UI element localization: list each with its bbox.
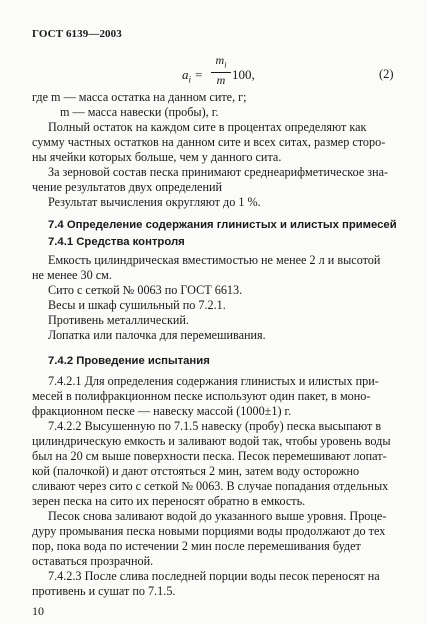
section-heading: 7.4 Определение содержания глинистых и илистых примесей [48, 219, 397, 231]
formula-fraction [211, 53, 231, 88]
text-line: Противень металлический. [48, 313, 189, 327]
text-line: сумму частных остатков на данном сите и всех ситах, размер сторо- [32, 135, 386, 149]
text-line: Песок снова заливают водой до указанного выше уровня. Проце- [48, 509, 387, 523]
text-line: m — масса навески (пробы), г. [60, 105, 219, 119]
text-line: был на 20 см выше поверхности песка. Песок перемешивают лопат- [32, 449, 387, 463]
text-line: ны ячейки которых больше, чем у данного сита. [32, 150, 282, 164]
text-line: зерен песка на сито их переносят обратно в емкость. [32, 494, 306, 508]
page-number: 10 [32, 604, 44, 618]
text-line: Результат вычисления округляют до 1 %. [48, 195, 261, 209]
text-line: не менее 30 см. [32, 268, 112, 282]
text-line: Сито с сеткой № 0063 по ГОСТ 6613. [48, 283, 243, 297]
text-line: Лопатка или палочка для перемешивания. [48, 328, 266, 342]
text-line: месей в полифракционном песке используют один пакет, в моно- [32, 389, 371, 403]
text-line: где m — масса остатка на данном сите, г; [32, 90, 247, 104]
text-line: кой (палочкой) и дают отстояться 2 мин, затем воду осторожно [32, 464, 360, 478]
text-line: 7.4.2.3 После слива последней порции воды песок переносят на [48, 569, 380, 583]
subsection-heading: 7.4.2 Проведение испытания [48, 355, 210, 367]
text-line: Полный остаток на каждом сите в процентах определяют как [48, 120, 367, 134]
text-line: За зерновой состав песка принимают среднеарифметическое зна- [48, 165, 389, 179]
text-line: цилиндрическую емкость и заливают водой так, чтобы уровень воды [32, 434, 391, 448]
text-line: чение результатов двух определений [32, 180, 223, 194]
text-line: фракционном песке — навеску массой (1000±1) г. [32, 404, 292, 418]
formula-lhs: $a_i$ = [182, 67, 204, 85]
formula-numerator: $m_i$ [211, 53, 231, 73]
text-line: оставаться прозрачной. [32, 554, 154, 568]
formula-multiplier: 100, [232, 67, 255, 82]
text-line: дуру промывания песка новыми порциями воды продолжают до тех [32, 524, 386, 538]
text-line: Весы и шкаф сушильный по 7.2.1. [48, 298, 226, 312]
equation-number: (2) [379, 67, 394, 81]
document-header: ГОСТ 6139—2003 [32, 28, 122, 40]
subsection-heading: 7.4.1 Средства контроля [48, 236, 185, 248]
text-line: сливают через сито с сеткой № 0063. В случае попадания отдельных [32, 479, 389, 493]
text-line: Емкость цилиндрическая вместимостью не менее 2 л и высотой [48, 253, 381, 267]
text-line: пор, пока вода по истечении 2 мин после перемешивания будет [32, 539, 361, 553]
formula-2 [182, 50, 302, 86]
text-line: 7.4.2.2 Высушенную по 7.1.5 навеску (пробу) песка высыпают в [48, 419, 382, 433]
formula-denominator: m [216, 73, 226, 88]
text-line: противень и сушат по 7.1.5. [32, 584, 176, 598]
text-line: 7.4.2.1 Для определения содержания глинистых и илистых при- [48, 374, 379, 388]
